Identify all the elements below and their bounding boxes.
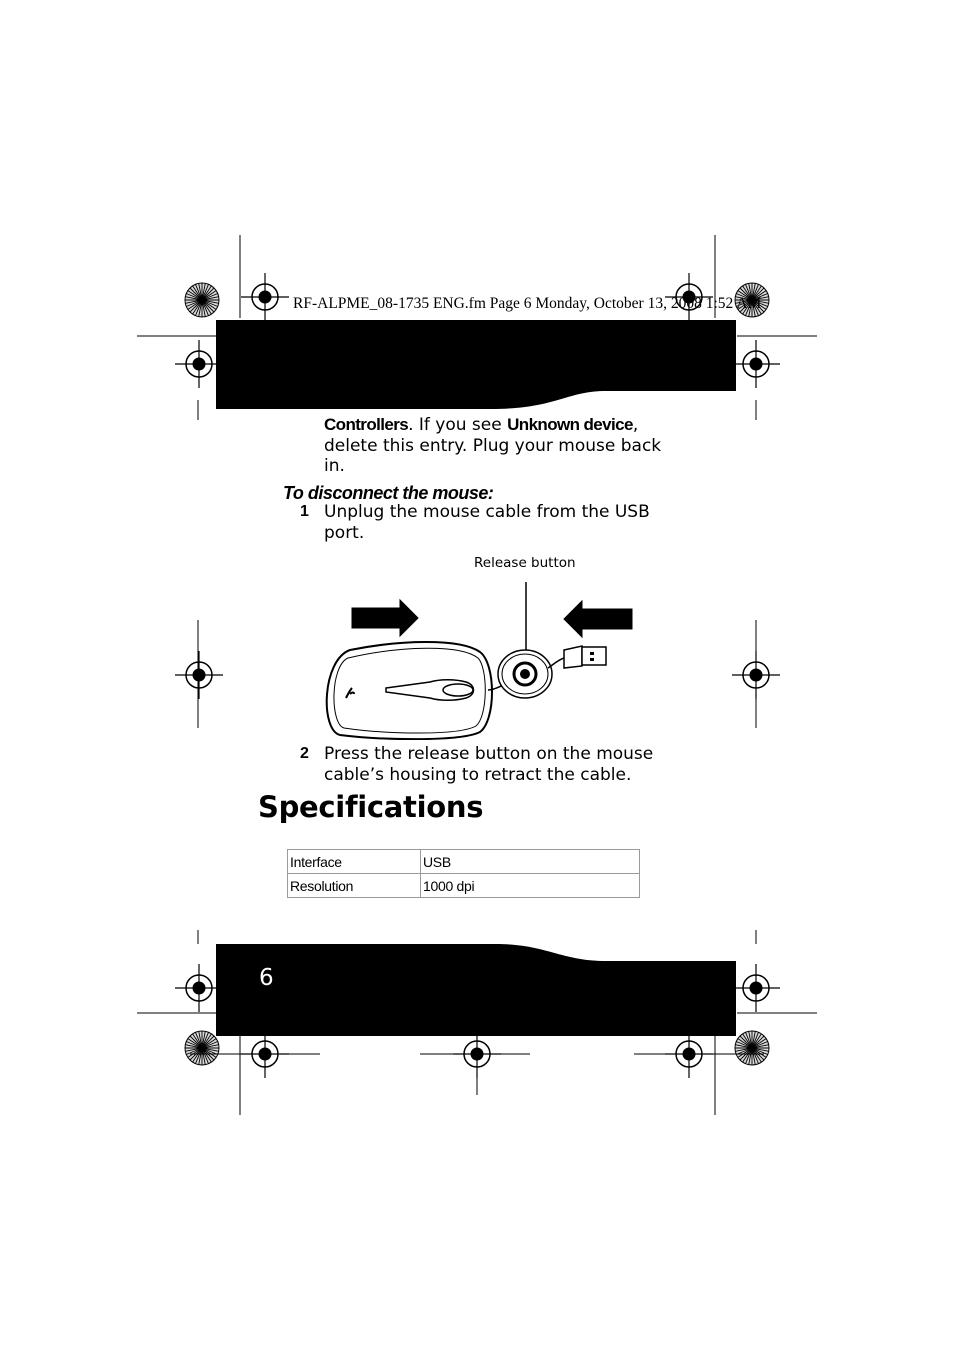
- table-row: [288, 874, 640, 898]
- intro-paragraph: [324, 415, 661, 477]
- intro-line-2: delete this entry. Plug your mouse back: [324, 435, 662, 456]
- intro-text: . If you see: [408, 415, 508, 435]
- step-1-number: 1: [300, 503, 309, 520]
- step-2-text: [324, 744, 653, 785]
- unknown-device-bold: Unknown device: [507, 415, 633, 434]
- step-1-line-1: Unplug the mouse cable from the USB: [324, 502, 650, 522]
- push-right-arrow-icon: [352, 600, 418, 636]
- footer-band: [216, 944, 736, 1036]
- spec-label: Resolution: [288, 874, 421, 898]
- usb-plug: [582, 647, 606, 665]
- header-band: [216, 320, 736, 409]
- push-left-arrow-icon: [564, 601, 632, 637]
- specifications-table: [287, 849, 640, 898]
- table-row: [288, 850, 640, 874]
- release-button-caption: Release button: [474, 555, 576, 571]
- spec-value: 1000 dpi: [421, 874, 640, 898]
- page-number: 6: [259, 965, 274, 991]
- intro-comma: ,: [632, 415, 639, 435]
- step-1-text: [324, 502, 650, 543]
- step-1-line-2: port.: [324, 522, 365, 543]
- slug-line: RF-ALPME_08-1735 ENG.fm Page 6 Monday, October 13, 2008 1:52 AM: [293, 295, 762, 312]
- mouse-illustration: [320, 580, 640, 740]
- step-2-number: 2: [300, 745, 309, 762]
- step-2-line-2: cable’s housing to retract the cable.: [324, 764, 632, 785]
- intro-line-3: in.: [324, 456, 345, 476]
- step-2-line-1: Press the release button on the mouse: [324, 744, 654, 764]
- disconnect-heading: To disconnect the mouse:: [283, 483, 494, 503]
- spec-label: Interface: [288, 850, 421, 874]
- spec-value: USB: [421, 850, 640, 874]
- controllers-bold: Controllers: [324, 415, 409, 434]
- specifications-heading: Specifications: [258, 790, 484, 824]
